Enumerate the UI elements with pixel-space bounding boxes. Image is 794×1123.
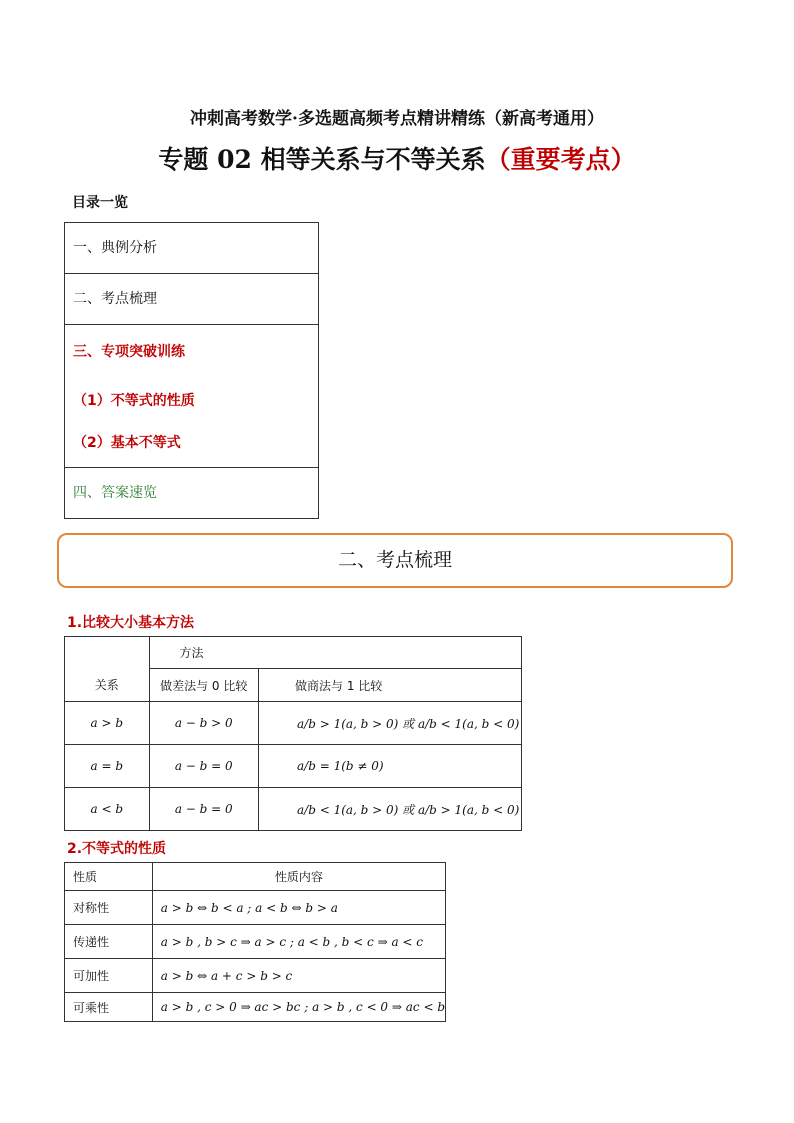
table-row (65, 863, 446, 891)
cell-property-content: a > b ⇔ b < a ; a < b ⇔ b > a (152, 891, 445, 925)
compare-methods-table (64, 636, 522, 831)
toc-section-3[interactable] (65, 325, 318, 468)
header-method: 方法 (149, 637, 522, 669)
cell-diff: a − b = 0 (149, 788, 259, 831)
toc-item[interactable]: 一、典例分析 (73, 240, 157, 256)
toc-section-2[interactable] (65, 274, 318, 325)
table-of-contents (64, 222, 319, 519)
document-title (0, 140, 794, 176)
cell-property-name: 可乘性 (65, 993, 153, 1022)
cell-property-content: a > b , b > c ⇒ a > c ; a < b , b < c ⇒ a < c (152, 925, 445, 959)
cell-relation: a < b (65, 788, 150, 831)
toc-subitem[interactable]: （2）基本不等式 (73, 435, 181, 451)
header-relation: 关系 (65, 637, 150, 702)
cell-property-name: 传递性 (65, 925, 153, 959)
title-highlight: （重要考点） (485, 145, 636, 174)
toc-section-1[interactable] (65, 223, 318, 274)
table-row (65, 925, 446, 959)
cell-relation: a > b (65, 702, 150, 745)
toc-item[interactable]: 三、专项突破训练 (73, 344, 185, 360)
cell-quot: a/b < 1(a, b > 0) 或 a/b > 1(a, b < 0) (259, 788, 522, 831)
header-diff: 做差法与 0 比较 (149, 669, 259, 702)
cell-relation: a = b (65, 745, 150, 788)
table-row (65, 788, 522, 831)
toc-item[interactable]: 四、答案速览 (73, 485, 157, 501)
toc-label: 目录一览 (72, 195, 128, 211)
table-row (65, 959, 446, 993)
cell-property-name: 对称性 (65, 891, 153, 925)
header-content: 性质内容 (152, 863, 445, 891)
table-row (65, 702, 522, 745)
cell-quot: a/b = 1(b ≠ 0) (259, 745, 522, 788)
table-row (65, 745, 522, 788)
cell-diff: a − b = 0 (149, 745, 259, 788)
title-main: 专题 02 相等关系与不等关系 (158, 145, 486, 174)
inequality-properties-table (64, 862, 446, 1022)
cell-property-content: a > b , c > 0 ⇒ ac > bc ; a > b , c < 0 ⇒ ac < b (152, 993, 445, 1022)
toc-section-4[interactable] (65, 468, 318, 518)
document-supertitle: 冲刺高考数学·多选题高频考点精讲精练（新高考通用） (190, 109, 604, 129)
table-row (65, 637, 522, 669)
cell-property-name: 可加性 (65, 959, 153, 993)
section-heading-properties: 2.不等式的性质 (67, 841, 167, 857)
toc-item[interactable]: 二、考点梳理 (73, 291, 157, 307)
cell-diff: a − b > 0 (149, 702, 259, 745)
section-heading-compare: 1.比较大小基本方法 (67, 615, 195, 631)
header-property: 性质 (65, 863, 153, 891)
header-quot: 做商法与 1 比较 (259, 669, 522, 702)
table-row (65, 891, 446, 925)
toc-subitem[interactable]: （1）不等式的性质 (73, 393, 195, 409)
cell-quot: a/b > 1(a, b > 0) 或 a/b < 1(a, b < 0) (259, 702, 522, 745)
table-row (65, 993, 446, 1022)
cell-property-content: a > b ⇔ a + c > b > c (152, 959, 445, 993)
section-banner: 二、考点梳理 (57, 533, 733, 588)
